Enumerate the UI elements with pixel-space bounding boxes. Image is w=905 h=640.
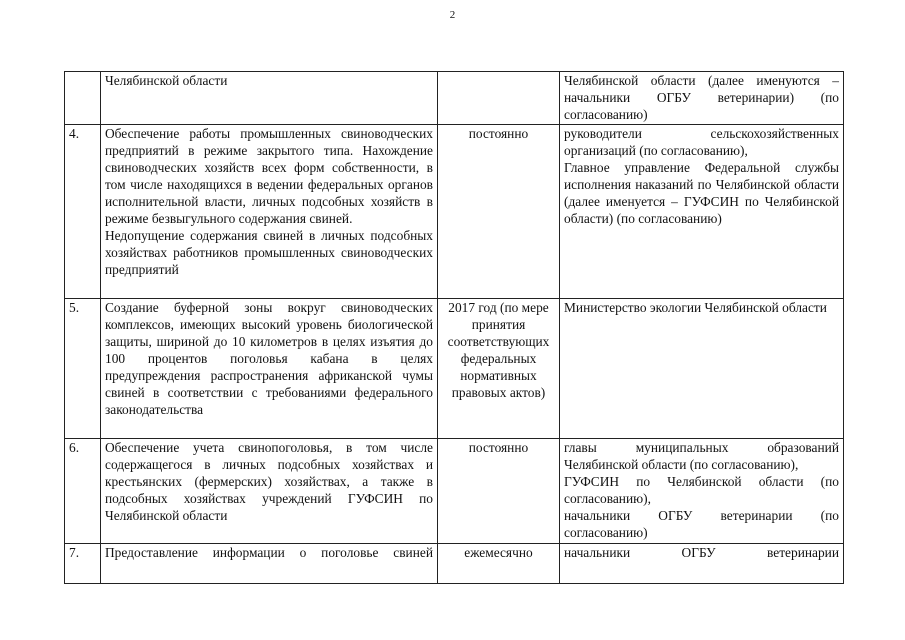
- task-cell: Создание буферной зоны вокруг свиноводческих комплексов, имеющих высокий уровень биологической защиты, шириной до 10 километров в целях изъятия до 100 процентов поголовья кабана в целях предупреждения распространения африканской чумы свиней в соответствии с требованиями федерального законодательства: [101, 299, 438, 439]
- responsible-cell: [560, 439, 844, 544]
- responsible-paragraph: руководители сельскохозяйственных организаций (по согласованию),: [564, 126, 839, 158]
- responsible-cell: Министерство экологии Челябинской области: [560, 299, 844, 439]
- page-number: 2: [449, 9, 456, 21]
- measures-table: [64, 71, 844, 584]
- task-paragraph: Обеспечение работы промышленных свиноводческих предприятий в режиме закрытого типа. Нахождение свиноводческих хозяйств всех форм собственности, в том числе находящихся в ведении федеральных органов исполнительной власти, личных подсобных хозяйств в режиме безвыгульного содержания свиней.: [105, 126, 433, 226]
- term-cell: ежемесячно: [438, 544, 560, 584]
- table-row: [65, 72, 844, 125]
- task-cell: Обеспечение учета свинопоголовья, в том числе содержащегося в личных подсобных хозяйствах и крестьянских (фермерских) хозяйствах, а также в подсобных хозяйствах учреждений ГУФСИН по Челябинской области: [101, 439, 438, 544]
- term-cell: [438, 72, 560, 125]
- task-cell: [101, 125, 438, 299]
- responsible-cell: [560, 544, 844, 584]
- row-number: 5.: [65, 299, 101, 439]
- row-number: 4.: [65, 125, 101, 299]
- term-cell: 2017 год (по мере принятия соответствующих федеральных нормативных правовых актов): [438, 299, 560, 439]
- task-paragraph: Недопущение содержания свиней в личных подсобных хозяйствах работников промышленных свиноводческих предприятий: [105, 228, 433, 277]
- row-number: 7.: [65, 544, 101, 584]
- term-cell: постоянно: [438, 125, 560, 299]
- responsible-paragraph: ГУФСИН по Челябинской области (по согласованию),: [564, 474, 839, 506]
- term-cell: постоянно: [438, 439, 560, 544]
- responsible-cell: Челябинской области (далее именуются – начальники ОГБУ ветеринарии) (по согласованию): [560, 72, 844, 125]
- responsible-cell: [560, 125, 844, 299]
- task-text: Предоставление информации о поголовье свиней: [105, 545, 433, 560]
- task-cell: [101, 544, 438, 584]
- table-row: [65, 125, 844, 299]
- row-number: [65, 72, 101, 125]
- row-number: 6.: [65, 439, 101, 544]
- responsible-paragraph: Главное управление Федеральной службы исполнения наказаний по Челябинской области (далее именуется – ГУФСИН по Челябинской области) (по согласованию): [564, 160, 839, 226]
- responsible-paragraph: начальники ОГБУ ветеринарии (по согласованию): [564, 508, 839, 540]
- table-row: [65, 299, 844, 439]
- table-row: [65, 439, 844, 544]
- responsible-paragraph: главы муниципальных образований Челябинской области (по согласованию),: [564, 440, 839, 472]
- table-row: [65, 544, 844, 584]
- task-cell: Челябинской области: [101, 72, 438, 125]
- responsible-text: начальники ОГБУ ветеринарии: [564, 545, 839, 560]
